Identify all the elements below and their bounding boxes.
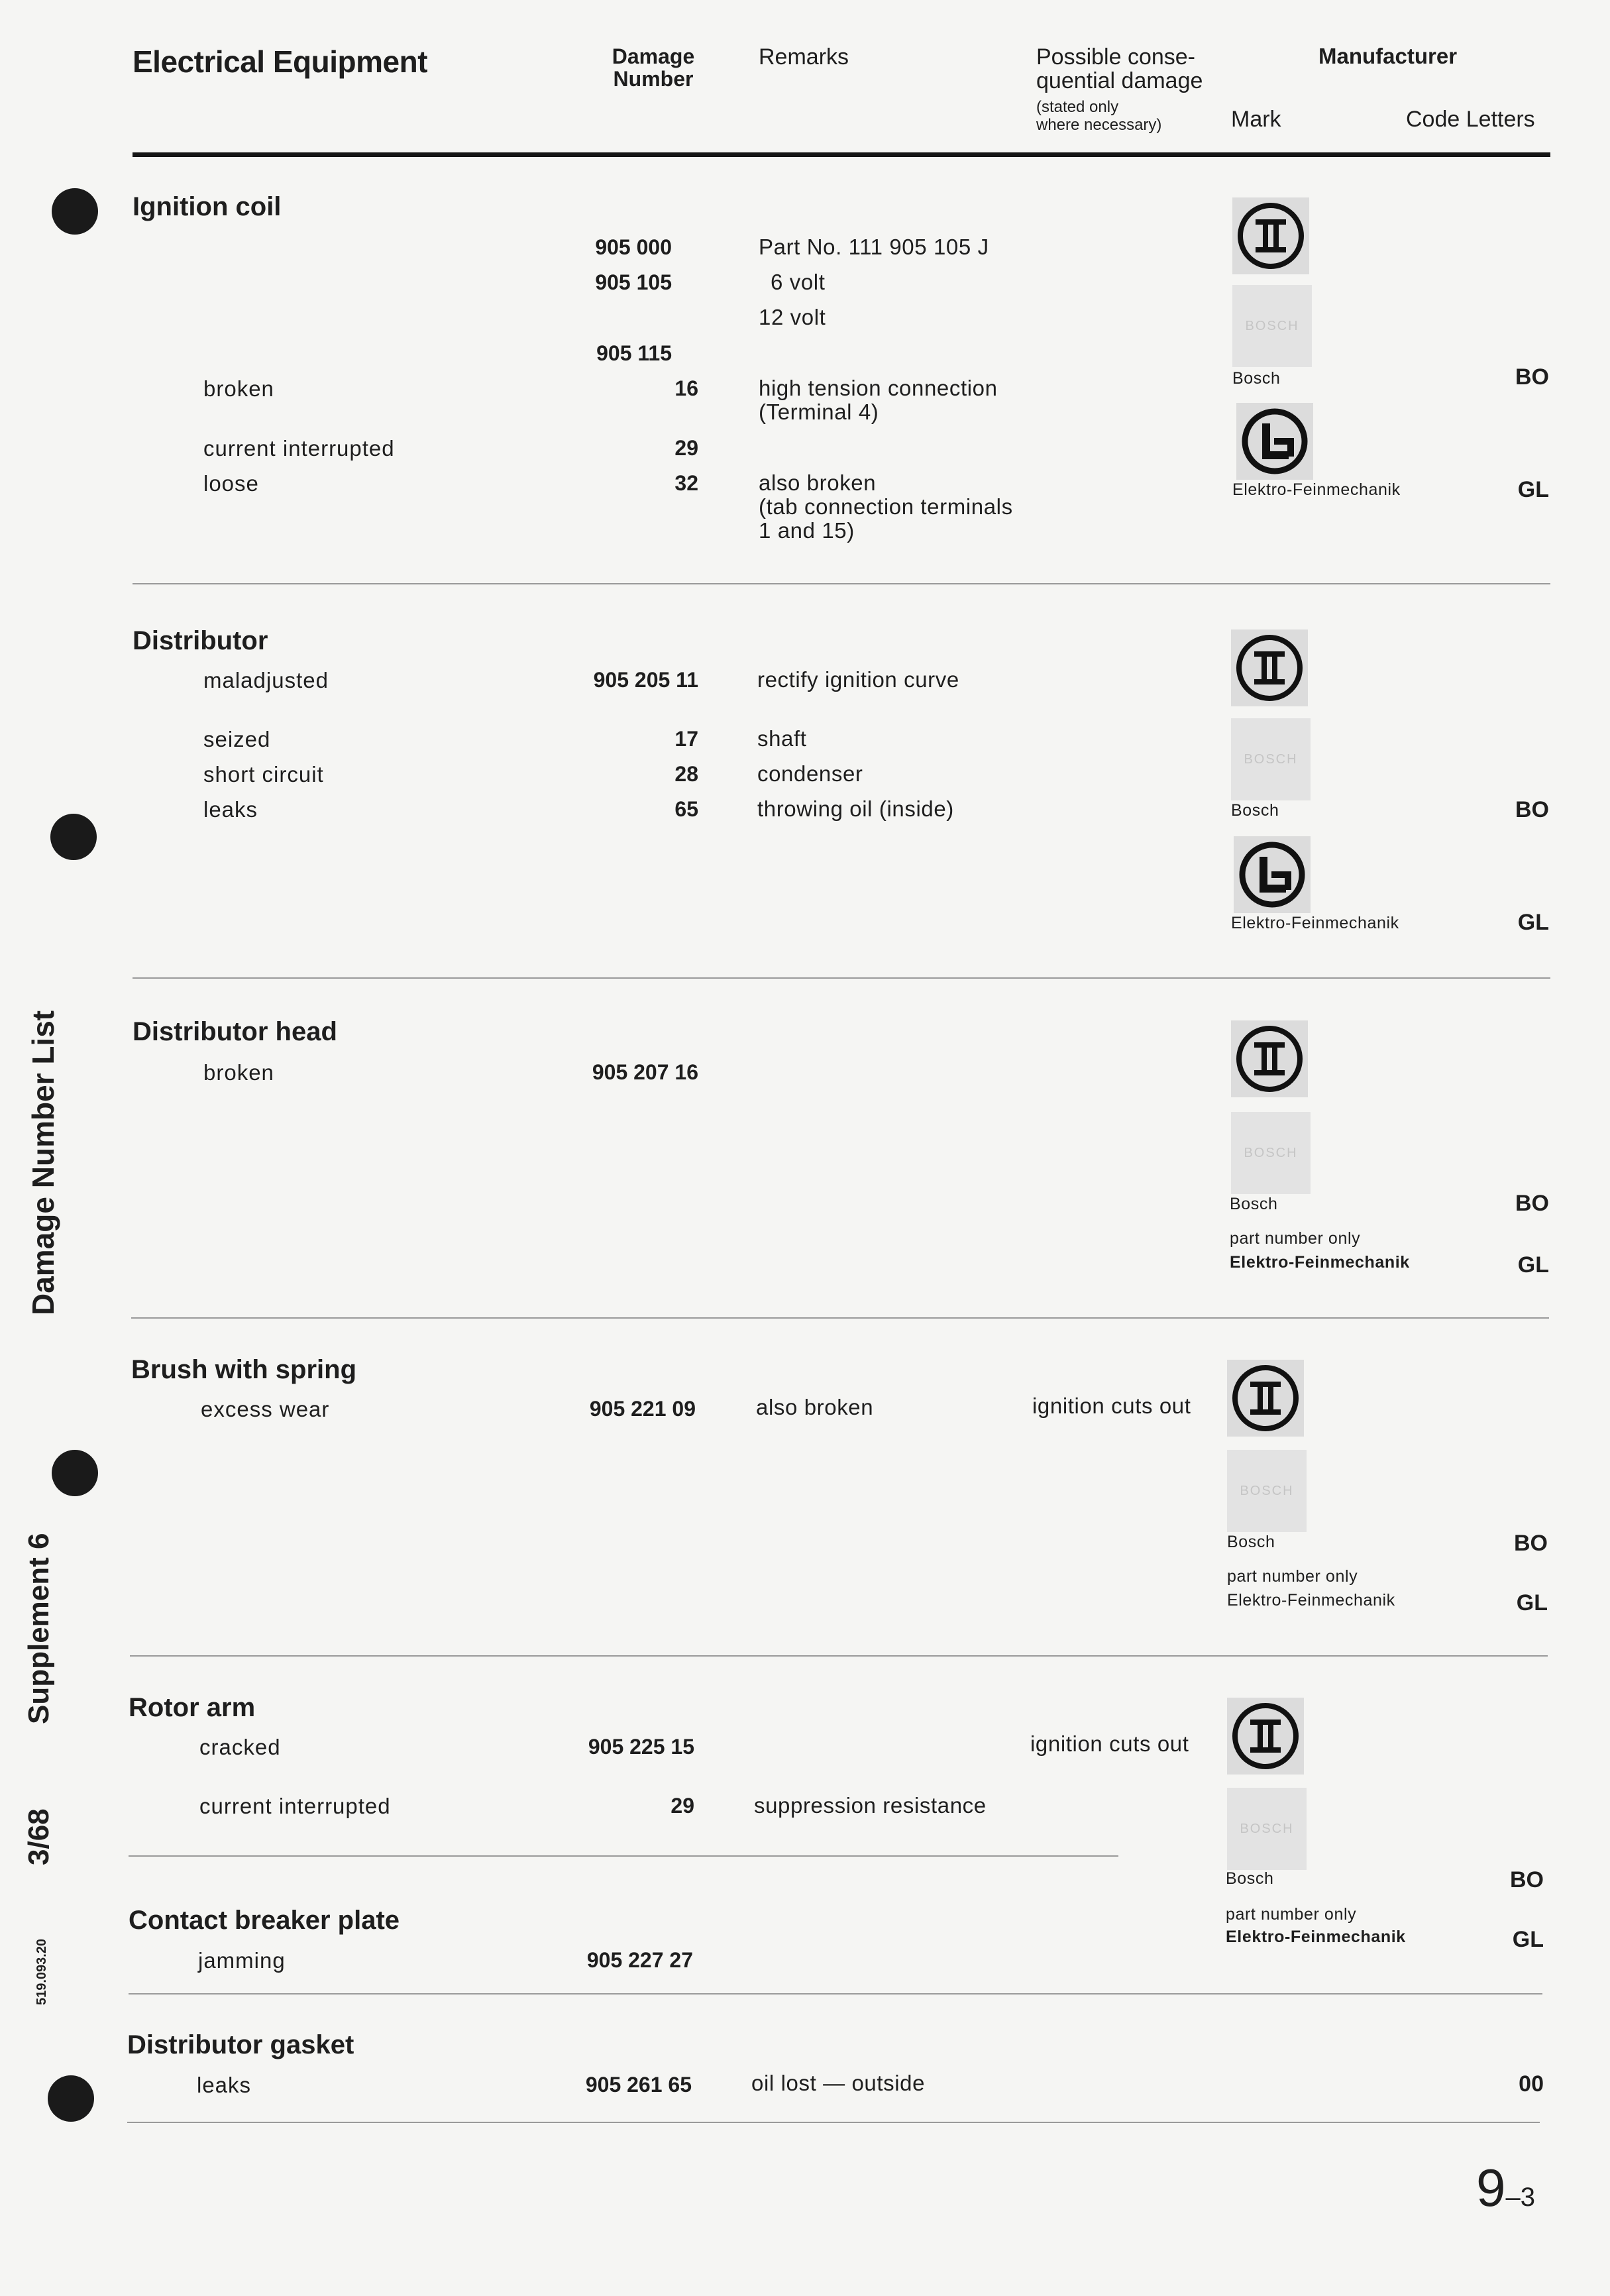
section-divider bbox=[130, 1655, 1548, 1657]
code-gl: GL bbox=[1517, 1252, 1549, 1278]
mark-bosch: Bosch bbox=[1227, 1533, 1275, 1551]
section-title-distributor-head: Distributor head bbox=[133, 1017, 337, 1046]
elektro-lg-logo-icon bbox=[1234, 836, 1311, 913]
damage-number: 29 bbox=[674, 436, 698, 460]
damage-number: 905 105 bbox=[595, 270, 672, 294]
damage-number: 905 115 bbox=[596, 341, 672, 365]
damage-number: 905 227 27 bbox=[586, 1948, 693, 1972]
header-consequential: Possible conse- quential damage bbox=[1036, 44, 1203, 93]
damage-number: 905 000 bbox=[595, 235, 672, 259]
item-label: jamming bbox=[198, 1948, 286, 1973]
damage-number: 905 221 09 bbox=[589, 1397, 696, 1421]
damage-number: 905 225 15 bbox=[588, 1735, 694, 1759]
mark-part-number-only: part number only bbox=[1230, 1229, 1361, 1248]
consequential-damage: ignition cuts out bbox=[1032, 1394, 1191, 1418]
code-bo: BO bbox=[1515, 364, 1549, 390]
section-title-distributor: Distributor bbox=[133, 626, 268, 655]
damage-number: 65 bbox=[674, 797, 698, 821]
mark-part-number-only: part number only bbox=[1227, 1567, 1358, 1586]
side-supplement: Supplement 6 bbox=[23, 1533, 55, 1724]
mark-bosch: Bosch bbox=[1226, 1869, 1274, 1888]
item-label: leaks bbox=[203, 797, 258, 822]
mark-bosch: Bosch bbox=[1230, 1195, 1278, 1213]
item-label: current interrupted bbox=[203, 436, 395, 461]
code-bo: BO bbox=[1515, 797, 1549, 822]
item-label: loose bbox=[203, 471, 259, 496]
remark: suppression resistance bbox=[754, 1793, 987, 1818]
section-divider bbox=[133, 977, 1550, 979]
bosch-logo-icon: BOSCH bbox=[1232, 285, 1312, 367]
damage-number: 905 261 65 bbox=[585, 2073, 692, 2097]
code-gl: GL bbox=[1512, 1927, 1544, 1952]
mark-elektro: Elektro-Feinmechanik bbox=[1230, 1253, 1410, 1272]
binder-hole bbox=[50, 814, 97, 860]
consequential-damage: ignition cuts out bbox=[1030, 1731, 1189, 1756]
code-00: 00 bbox=[1519, 2071, 1544, 2097]
side-date: 3/68 bbox=[23, 1808, 55, 1865]
item-label: excess wear bbox=[201, 1397, 330, 1421]
code-gl: GL bbox=[1516, 1590, 1548, 1615]
remark-part-no: Part No. 111 905 105 J bbox=[759, 235, 989, 259]
remark: shaft bbox=[757, 726, 807, 751]
damage-number: 17 bbox=[674, 727, 698, 751]
remark-12-volt: 12 volt bbox=[759, 305, 826, 329]
section-title-rotor-arm: Rotor arm bbox=[129, 1693, 256, 1722]
bosch-logo-icon: BOSCH bbox=[1227, 1788, 1307, 1870]
code-bo: BO bbox=[1510, 1867, 1544, 1892]
section-title-contact-breaker: Contact breaker plate bbox=[129, 1906, 400, 1935]
mark-bosch: Bosch bbox=[1231, 801, 1279, 820]
damage-number: 28 bbox=[674, 762, 698, 786]
binder-hole bbox=[52, 1450, 98, 1496]
mark-elektro: Elektro-Feinmechanik bbox=[1227, 1591, 1395, 1610]
page-title: Electrical Equipment bbox=[133, 44, 428, 79]
mark-part-number-only: part number only bbox=[1226, 1905, 1357, 1924]
item-label: maladjusted bbox=[203, 668, 329, 692]
header-mark: Mark bbox=[1231, 107, 1281, 132]
bosch-logo-icon: BOSCH bbox=[1227, 1450, 1307, 1532]
remark: also broken bbox=[756, 1395, 874, 1419]
section-divider bbox=[131, 1317, 1549, 1319]
code-bo: BO bbox=[1514, 1531, 1548, 1556]
damage-number: 16 bbox=[674, 376, 698, 400]
item-label: seized bbox=[203, 727, 271, 751]
header-damage-number: Damage Number bbox=[612, 44, 695, 91]
code-bo: BO bbox=[1515, 1191, 1549, 1216]
section-title-brush: Brush with spring bbox=[131, 1355, 356, 1384]
remark: oil lost — outside bbox=[751, 2071, 926, 2095]
bosch-armature-logo-icon bbox=[1231, 1020, 1308, 1097]
bosch-armature-logo-icon bbox=[1227, 1698, 1304, 1775]
remark: also broken (tab connection terminals 1 and 15) bbox=[759, 470, 1013, 543]
remark: high tension connection (Terminal 4) bbox=[759, 376, 998, 424]
bosch-armature-logo-icon bbox=[1232, 197, 1309, 274]
damage-number: 905 205 11 bbox=[593, 668, 698, 692]
remark: condenser bbox=[757, 761, 863, 786]
header-rule bbox=[133, 152, 1550, 157]
binder-hole bbox=[48, 2075, 94, 2122]
section-title-distributor-gasket: Distributor gasket bbox=[127, 2030, 354, 2059]
damage-number: 905 207 16 bbox=[592, 1060, 698, 1084]
side-list-title: Damage Number List bbox=[26, 1010, 60, 1315]
section-divider bbox=[127, 2122, 1540, 2123]
bosch-logo-icon: BOSCH bbox=[1231, 1112, 1311, 1194]
item-label: current interrupted bbox=[199, 1794, 391, 1818]
header-remarks: Remarks bbox=[759, 44, 849, 70]
mark-elektro: Elektro-Feinmechanik bbox=[1232, 480, 1401, 499]
elektro-lg-logo-icon bbox=[1236, 403, 1313, 480]
code-gl: GL bbox=[1517, 477, 1549, 502]
damage-number: 32 bbox=[674, 471, 698, 495]
item-label: broken bbox=[203, 1060, 274, 1085]
item-label: short circuit bbox=[203, 762, 324, 787]
section-title-ignition-coil: Ignition coil bbox=[133, 192, 282, 221]
remark: throwing oil (inside) bbox=[757, 796, 954, 821]
item-label: cracked bbox=[199, 1735, 281, 1759]
mark-elektro: Elektro-Feinmechanik bbox=[1231, 914, 1399, 932]
section-divider bbox=[129, 1993, 1542, 1995]
damage-number: 29 bbox=[671, 1794, 694, 1818]
remark-6-volt: 6 volt bbox=[771, 270, 826, 294]
header-consequential-note: (stated only where necessary) bbox=[1036, 98, 1162, 134]
header-manufacturer: Manufacturer bbox=[1318, 44, 1458, 68]
binder-hole bbox=[52, 188, 98, 235]
side-ref: 519.093.20 bbox=[34, 1938, 49, 2005]
sub-divider bbox=[129, 1855, 1118, 1857]
bosch-armature-logo-icon bbox=[1231, 629, 1308, 706]
mark-elektro: Elektro-Feinmechanik bbox=[1226, 1928, 1406, 1946]
bosch-logo-icon: BOSCH bbox=[1231, 718, 1311, 800]
item-label: broken bbox=[203, 376, 274, 401]
page-number: 9–3 bbox=[1476, 2158, 1535, 2217]
item-label: leaks bbox=[197, 2073, 252, 2097]
remark: rectify ignition curve bbox=[757, 667, 959, 692]
mark-bosch: Bosch bbox=[1232, 369, 1281, 388]
code-gl: GL bbox=[1517, 910, 1549, 935]
section-divider bbox=[133, 583, 1550, 584]
header-code-letters: Code Letters bbox=[1406, 107, 1535, 132]
bosch-armature-logo-icon bbox=[1227, 1360, 1304, 1437]
